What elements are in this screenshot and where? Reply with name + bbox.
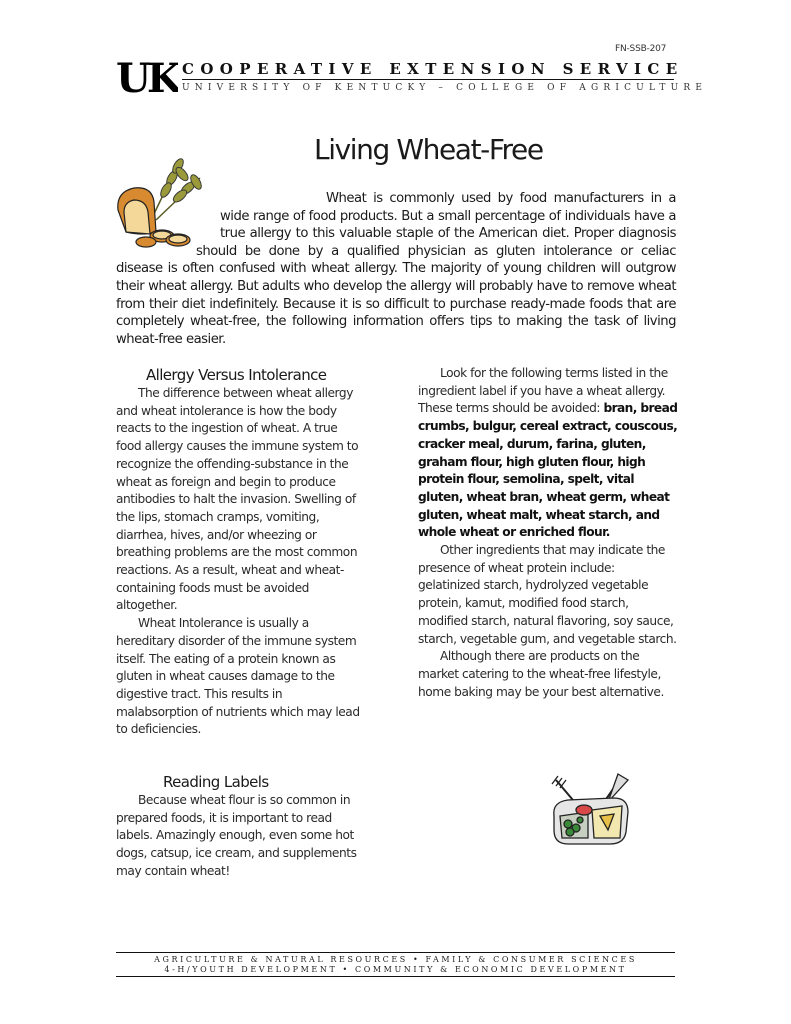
reading-labels-section: [116, 792, 366, 881]
intro-text: Wheat is commonly used by food manufacturers in a wide range of food products. But a small percentage of individuals have a true allergy to this valuable staple of the American diet. Proper diagnosis should be done by a qualified physician as gluten intolerance or celiac disease is often confused with wheat allergy. The majority of young children will outgrow their wheat allergy. But adults who develop the allergy will probably have to remove wheat from their diet indefinitely. Because it is so difficult to purchase ready-made foods that are completely wheat-free, the following information offers tips to making the task of living wheat-free easier.: [116, 191, 676, 347]
footer-rule-top: [116, 952, 675, 953]
home-baking-paragraph: Although there are products on the market catering to the wheat-free lifestyle, home baking may be your best alternative.: [418, 649, 664, 699]
heading-reading-labels: Reading Labels: [163, 773, 269, 791]
right-column: [418, 365, 678, 701]
footer-programs-line2: 4-H/YOUTH DEVELOPMENT • COMMUNITY & ECONOMIC DEVELOPMENT: [164, 965, 627, 974]
allergy-paragraph: The difference between wheat allergy and wheat intolerance is how the body reacts to the ingestion of wheat. A true food allergy causes the immune system to recognize the offending-substance in the wheat as foreign and begin to produce antibodies to halt the invasion. Swelling of the lips, stomach cramps, vomiting, diarrhea, hives, and/or wheezing or breathing problems are the most common reactions. As a result, wheat and wheat-containing foods must be avoided altogether.: [116, 386, 359, 613]
terms-list: bran, bread crumbs, bulgur, cereal extract, couscous, cracker meal, durum, farina, gluten, graham flour, high gluten flour, high protein flour, semolina, spelt, vital gluten, wheat bran, wheat germ, wheat gluten, wheat malt, wheat starch, and whole wheat or enriched flour.: [418, 401, 678, 540]
uk-logo-text: UK: [116, 58, 178, 96]
university-name: UNIVERSITY OF KENTUCKY – COLLEGE OF AGRICULTURE: [182, 83, 708, 93]
reading-labels-paragraph: Because wheat flour is so common in prepared foods, it is important to read labels. Amazingly enough, even some hot dogs, catsup, ice cream, and supplements may contain wheat!: [116, 793, 357, 878]
page-title: Living Wheat-Free: [314, 133, 543, 166]
intro-paragraph: [116, 190, 676, 348]
other-ingredients-paragraph: Other ingredients that may indicate the presence of wheat protein include: gelatinized starch, hydrolyzed vegetable protein, kamut, modified food starch, modified starch, natural flavoring, soy sauce, starch, vegetable gum, and vegetable starch.: [418, 543, 677, 646]
heading-allergy-vs-intolerance: Allergy Versus Intolerance: [146, 366, 327, 384]
header-rule: [182, 79, 674, 80]
food-tray-icon: [548, 772, 632, 848]
uk-logo: [116, 58, 178, 96]
terms-lead: Look for the following terms listed in the ingredient label if you have a wheat allergy. These terms should be avoided:: [418, 366, 668, 416]
org-name: COOPERATIVE EXTENSION SERVICE: [182, 60, 684, 78]
intolerance-paragraph: Wheat Intolerance is usually a hereditary disorder of the immune system itself. The eating of a protein known as gluten in wheat causes damage to the digestive tract. This results in malabsorption of nutrients which may lead to deficiencies.: [116, 616, 360, 737]
clipart-wrap-spacer: [116, 242, 196, 260]
document-id: FN-SSB-207: [615, 44, 667, 54]
footer-programs-line1: AGRICULTURE & NATURAL RESOURCES • FAMILY & CONSUMER SCIENCES: [154, 955, 637, 964]
terms-paragraph: [418, 365, 678, 542]
allergy-section: [116, 385, 364, 739]
clipart-wrap-spacer: [116, 190, 220, 242]
footer-rule-bottom: [116, 976, 675, 977]
